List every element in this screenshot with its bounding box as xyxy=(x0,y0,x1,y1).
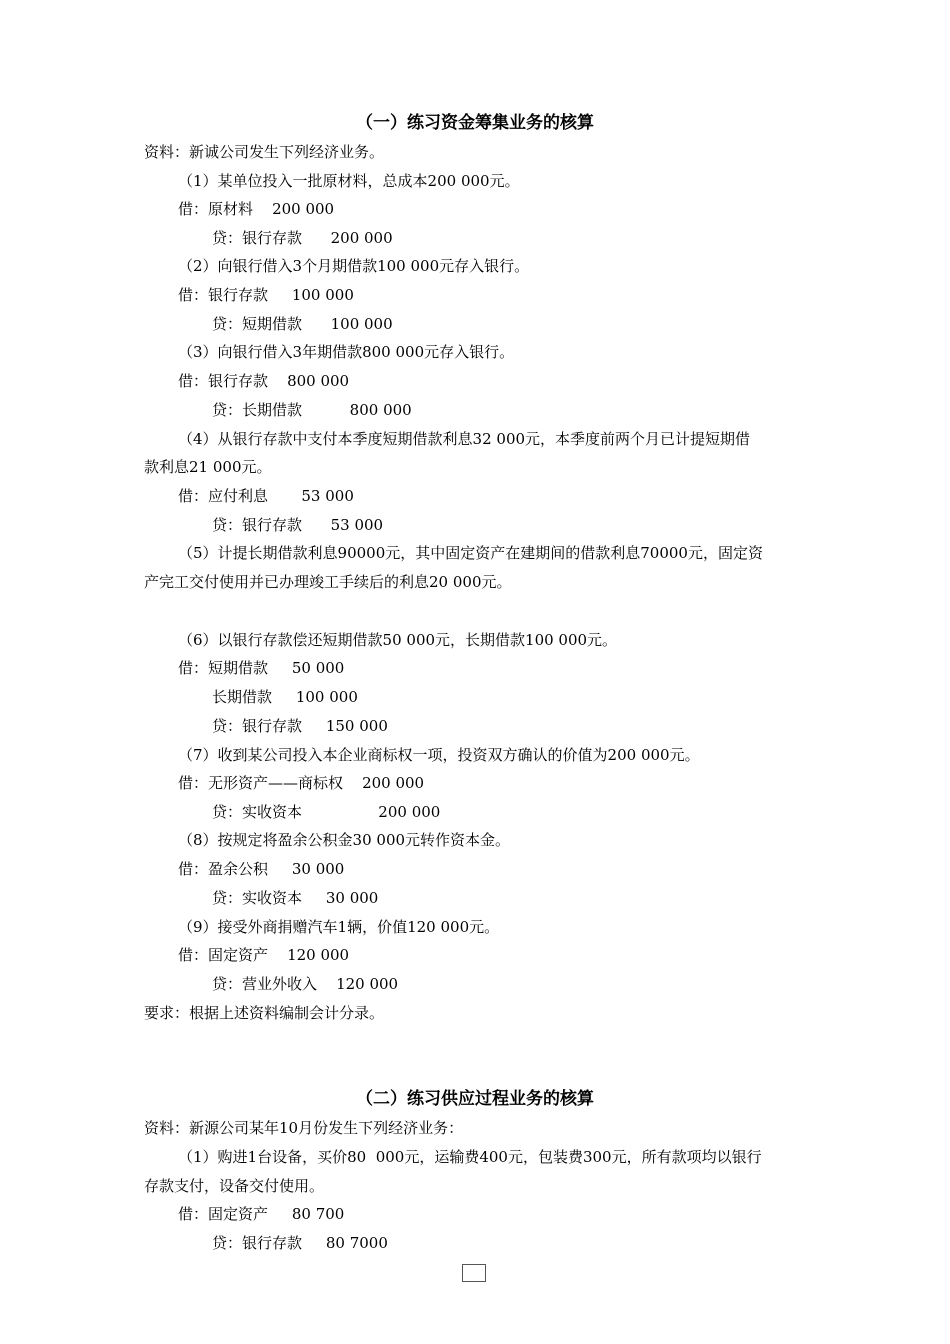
entry-debit: 借：盈余公积 30 000 xyxy=(178,860,345,878)
entry-debit: 借：银行存款 800 000 xyxy=(178,372,350,390)
entry-debit: 借：固定资产 80 700 xyxy=(178,1205,345,1223)
entry-debit: 借：无形资产——商标权 200 000 xyxy=(178,774,425,792)
entry-debit: 借：应付利息 53 000 xyxy=(178,487,354,505)
entry-debit: 借：银行存款 100 000 xyxy=(178,286,354,304)
item-8: （8）按规定将盈余公积金30 000元转作资本金。 xyxy=(178,831,511,849)
entry-credit: 贷：银行存款 200 000 xyxy=(212,229,393,247)
entry-credit: 贷：银行存款 80 7000 xyxy=(212,1234,388,1252)
entry-credit: 贷：银行存款 53 000 xyxy=(212,516,384,534)
item-9: （9）接受外商捐赠汽车1辆，价值120 000元。 xyxy=(178,918,500,936)
entry-credit: 贷：实收资本 30 000 xyxy=(212,889,379,907)
entry-debit: 借：短期借款 50 000 xyxy=(178,659,345,677)
item-1-line-2: 存款支付，设备交付使用。 xyxy=(144,1177,325,1195)
item-5-line-1: （5）计提长期借款利息90000元，其中固定资产在建期间的借款利息70000元，固定资 xyxy=(178,544,763,562)
entry-debit: 借：原材料 200 000 xyxy=(178,200,335,218)
item-2: （2）向银行借入3个月期借款100 000元存入银行。 xyxy=(178,257,530,275)
entry-debit-continued: 长期借款 100 000 xyxy=(212,688,358,706)
page-number-box xyxy=(462,1264,486,1282)
section-1-requirement: 要求：根据上述资料编制会计分录。 xyxy=(144,1004,385,1022)
section-2-heading: （二）练习供应过程业务的核算 xyxy=(356,1089,594,1109)
item-5-line-2: 产完工交付使用并已办理竣工手续后的利息20 000元。 xyxy=(144,573,512,591)
item-3: （3）向银行借入3年期借款800 000元存入银行。 xyxy=(178,343,515,361)
item-4-line-2: 款利息21 000元。 xyxy=(144,458,272,476)
entry-credit: 贷：银行存款 150 000 xyxy=(212,717,388,735)
item-4-line-1: （4）从银行存款中支付本季度短期借款利息32 000元，本季度前两个月已计提短期借 xyxy=(178,430,751,448)
item-6: （6）以银行存款偿还短期借款50 000元，长期借款100 000元。 xyxy=(178,631,618,649)
item-1: （1）某单位投入一批原材料，总成本200 000元。 xyxy=(178,172,520,190)
entry-debit: 借：固定资产 120 000 xyxy=(178,946,350,964)
section-1-material: 资料：新诚公司发生下列经济业务。 xyxy=(144,143,385,161)
item-1-line-1: （1）购进1台设备，买价80 000元，运输费400元，包装费300元，所有款项均以银行 xyxy=(178,1148,762,1166)
entry-credit: 贷：实收资本 200 000 xyxy=(212,803,441,821)
item-7: （7）收到某公司投入本企业商标权一项，投资双方确认的价值为200 000元。 xyxy=(178,746,700,764)
entry-credit: 贷：长期借款 800 000 xyxy=(212,401,412,419)
entry-credit: 贷：营业外收入 120 000 xyxy=(212,975,399,993)
section-1-heading: （一）练习资金筹集业务的核算 xyxy=(356,113,594,133)
entry-credit: 贷：短期借款 100 000 xyxy=(212,315,393,333)
section-2-material: 资料：新源公司某年10月份发生下列经济业务： xyxy=(144,1119,464,1137)
